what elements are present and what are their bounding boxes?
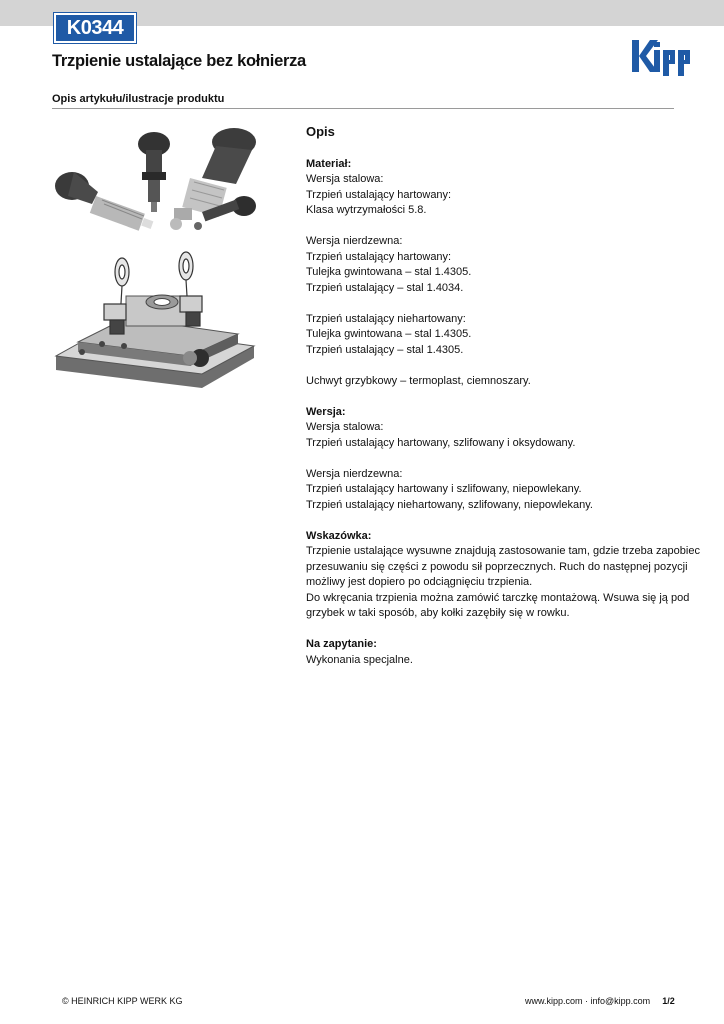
text-line: Trzpienie ustalające wysuwne znajdują zastosowanie tam, gdzie trzeba zapobiec [306,545,700,557]
stainless-hardened-block [306,234,676,296]
text-line: Trzpień ustalający niehartowany: [306,312,466,325]
kipp-logo [630,36,692,76]
text-line: Trzpień ustalający – stal 1.4305. [306,343,464,356]
version-block [306,405,676,452]
material-block [306,157,676,219]
knob-material-block [306,374,676,390]
text-line: Trzpień ustalający niehartowany, szlifowany, niepowlekany. [306,498,593,511]
description-title: Opis [306,124,335,139]
block-heading: Wskazówka: [306,529,372,542]
description-column [306,124,700,684]
text-line: przesuwaniu się części z powodu sił poprzecznych. Ruch do następnej pozycji [306,560,688,573]
text-line: Trzpień ustalający – stal 1.4034. [306,281,464,294]
text-line: Tulejka gwintowana – stal 1.4305. [306,266,472,278]
text-line: Trzpień ustalający hartowany: [306,250,452,263]
block-heading: Wersja: [306,405,346,418]
stainless-unhardened-block [306,312,676,359]
block-heading: Na zapytanie: [306,638,377,650]
text-line: Trzpień ustalający hartowany, szlifowany i oksydowany. [306,436,576,449]
text-line: Do wkręcania trzpienia można zamówić tarczkę montażową. Wsuwa się ją pod [306,591,690,604]
footer-contact-area [525,996,675,1006]
text-line: Trzpień ustalający hartowany: [306,188,452,201]
text-line: Wykonania specjalne. [306,653,413,666]
product-code: K0344 [66,17,124,39]
footer-copyright: © HEINRICH KIPP WERK KG [62,996,183,1006]
text-line: możliwy jest dopiero po odciągnięciu trzpienia. [306,576,533,588]
block-heading: Materiał: [306,157,352,170]
version-stainless-block [306,467,676,514]
text-line: Uchwyt grzybkowy – termoplast, ciemnoszary. [306,374,531,387]
page-title: Trzpienie ustalające bez kołnierza [52,52,306,70]
text-line: Wersja stalowa: [306,173,384,185]
text-line: Wersja stalowa: [306,421,384,433]
text-line: Wersja nierdzewna: [306,467,403,480]
on-request-block [306,637,676,668]
text-line: grzybek w taki sposób, aby kołki zazębiły się w rowku. [306,607,570,619]
footer-contact: www.kipp.com · info@kipp.com [525,996,651,1006]
section-divider [52,108,674,109]
product-illustration [52,120,258,412]
product-code-badge [54,13,136,43]
page-number: 1/2 [662,996,675,1006]
text-line: Tulejka gwintowana – stal 1.4305. [306,328,472,340]
text-line: Klasa wytrzymałości 5.8. [306,204,427,216]
note-block [306,529,700,622]
text-line: Trzpień ustalający hartowany i szlifowany, niepowlekany. [306,483,582,495]
text-line: Wersja nierdzewna: [306,235,403,247]
section-heading: Opis artykułu/ilustracje produktu [52,93,225,105]
